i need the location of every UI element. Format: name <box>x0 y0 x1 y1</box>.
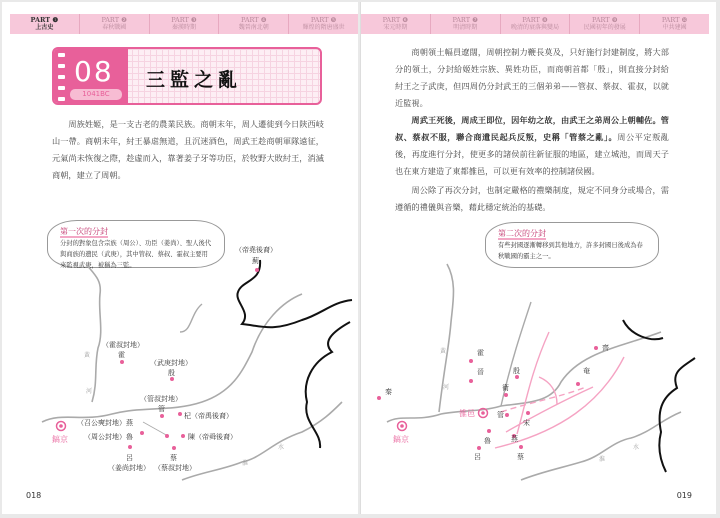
map-label: 魯 <box>484 437 491 445</box>
map-label: 殷 <box>513 367 520 375</box>
map-label: 宋 <box>523 419 530 427</box>
map-label: 蔡 <box>170 454 177 462</box>
map-label: 杞（帝禹後裔） <box>184 412 233 420</box>
page-number: 018 <box>26 491 42 500</box>
tab-part-10[interactable]: PART ❿ 中共建國 <box>661 16 688 31</box>
map-label: 衛 <box>502 384 509 392</box>
chapter-number: 08 <box>74 55 114 88</box>
map-label: （姜尚封地） <box>108 464 150 472</box>
capital-label-luoyi: 雒邑 <box>459 409 475 418</box>
tab-part-9[interactable]: PART ❾ 民國初年的發展 <box>570 14 640 34</box>
chapter-title: 三監之亂 <box>146 69 243 91</box>
tab-part-1[interactable]: PART ❶ 上古史 <box>10 14 80 34</box>
map-label: 陳（帝舜後裔） <box>188 433 237 441</box>
map-label: （管叔封地） <box>140 395 182 403</box>
tab-part-7[interactable]: PART ❼ 明清時期 <box>431 14 501 34</box>
map-label: （武庚封地） <box>150 359 192 367</box>
tab-part-4[interactable]: PART ❹ 魏晉南北朝 <box>219 14 289 34</box>
map-label: 蔡 <box>517 453 524 461</box>
map-label: 薊 <box>252 257 259 265</box>
river-label: 淮 <box>242 460 249 467</box>
map-label: （蔡叔封地） <box>154 464 196 472</box>
map-label: 呂 <box>126 454 133 462</box>
paragraph-2-rest: 周公平定叛亂後，再度進行分封，使更多的諸侯前往新征服的地區，建立城池，而周天子也在東方建造了東都雒邑，可以更有效率的控制諸侯國。 <box>395 132 669 176</box>
note-body: 分封的對象包含宗族（周公）、功臣（姜尚）、聖人後代與商族的遺民（武庚），其中管叔、蔡叔、霍叔主要用來監視武庚，被稱為三監。 <box>60 240 212 269</box>
right-page <box>360 2 716 514</box>
map-label: （召公奭封地）燕 <box>77 419 133 427</box>
capital-label: 鎬京 <box>52 435 68 444</box>
tab-part-5[interactable]: PART ❺ 輝煌的隋唐盛世 <box>302 16 345 31</box>
page-number: 019 <box>676 491 692 500</box>
river-label: 黃 <box>84 352 91 359</box>
paragraph-2-bold: 周武王死後，周成王即位，因年幼之故，由武王之弟周公上朝輔佐。管叔、蔡叔不服，聯合商遺民起兵反叛，史稱「管蔡之亂」。 <box>395 115 669 142</box>
map-label: 殷 <box>168 369 175 377</box>
map-label: 奄 <box>583 367 590 375</box>
note-body: 有些封國逐漸轉移到其他地方，許多封國日後成為春秋戰國的霸主之一。 <box>498 242 643 260</box>
capital-label: 鎬京 <box>393 435 409 444</box>
map-label: 燕 <box>511 435 518 443</box>
left-page <box>2 2 358 514</box>
paragraph-1: 商朝領土幅員遼闊，周朝控制力鞭長莫及，只好施行封建制度，將大部分的領土，分封給姬姓宗族、異姓功臣，而商朝首都「殷」，則直接分封給紂王之子武庚，但四周仍分封武王的三個弟弟——管叔、蔡叔、霍叔，以就近監視。 <box>395 47 669 108</box>
tab-part-8[interactable]: PART ❽ 晚清的衰落與變局 <box>501 14 571 34</box>
paragraph-3: 周公除了再次分封，也制定嚴格的禮樂制度，規定不同身分或場合，需遵循的禮儀與音樂，藉此穩定統治的基礎。 <box>395 185 669 212</box>
tab-part-2[interactable]: PART ❷ 春秋戰國 <box>80 14 150 34</box>
note-title: 第一次的分封 <box>60 227 108 236</box>
river-label: 河 <box>443 384 450 391</box>
tab-part-6[interactable]: PART ❻ 宋元時期 <box>361 14 431 34</box>
map-label: 齊 <box>602 344 609 352</box>
intro-paragraph: 周族姓姬，是一支古老的農業民族。商朝末年，周人遷徙到今日陝西岐山一帶。商朝末年，紂王暴虐無道，且沉迷酒色，周武王趁商朝軍隊遠征，元氣尚未恢復之際，趁虛而入，靠著姜子牙等功臣，於牧野大敗紂王，消滅商朝，建立了周朝。 <box>52 119 324 180</box>
note-title: 第二次的分封 <box>498 229 546 238</box>
map-label: （帝堯後裔） <box>235 246 277 254</box>
map-label: 秦 <box>385 388 392 396</box>
map-label: 管 <box>158 405 165 413</box>
map-label: 霍 <box>118 351 125 359</box>
map-label: 管 <box>497 411 504 419</box>
map-label: （周公封地）魯 <box>84 433 133 441</box>
river-label: 河 <box>86 388 93 395</box>
map-label: （霍叔封地） <box>102 341 144 349</box>
map-second-enfeoffment <box>361 2 717 514</box>
tab-part-3[interactable]: PART ❸ 秦漢時期 <box>150 14 220 34</box>
map-label: 霍 <box>477 349 484 357</box>
river-label: 黃 <box>440 348 447 355</box>
map-label: 晉 <box>477 368 484 376</box>
map-label: 呂 <box>474 453 481 461</box>
river-label: 水 <box>633 444 640 451</box>
river-label: 淮 <box>599 456 606 463</box>
chapter-year: 1041BC <box>70 89 122 100</box>
river-label: 水 <box>278 444 285 451</box>
